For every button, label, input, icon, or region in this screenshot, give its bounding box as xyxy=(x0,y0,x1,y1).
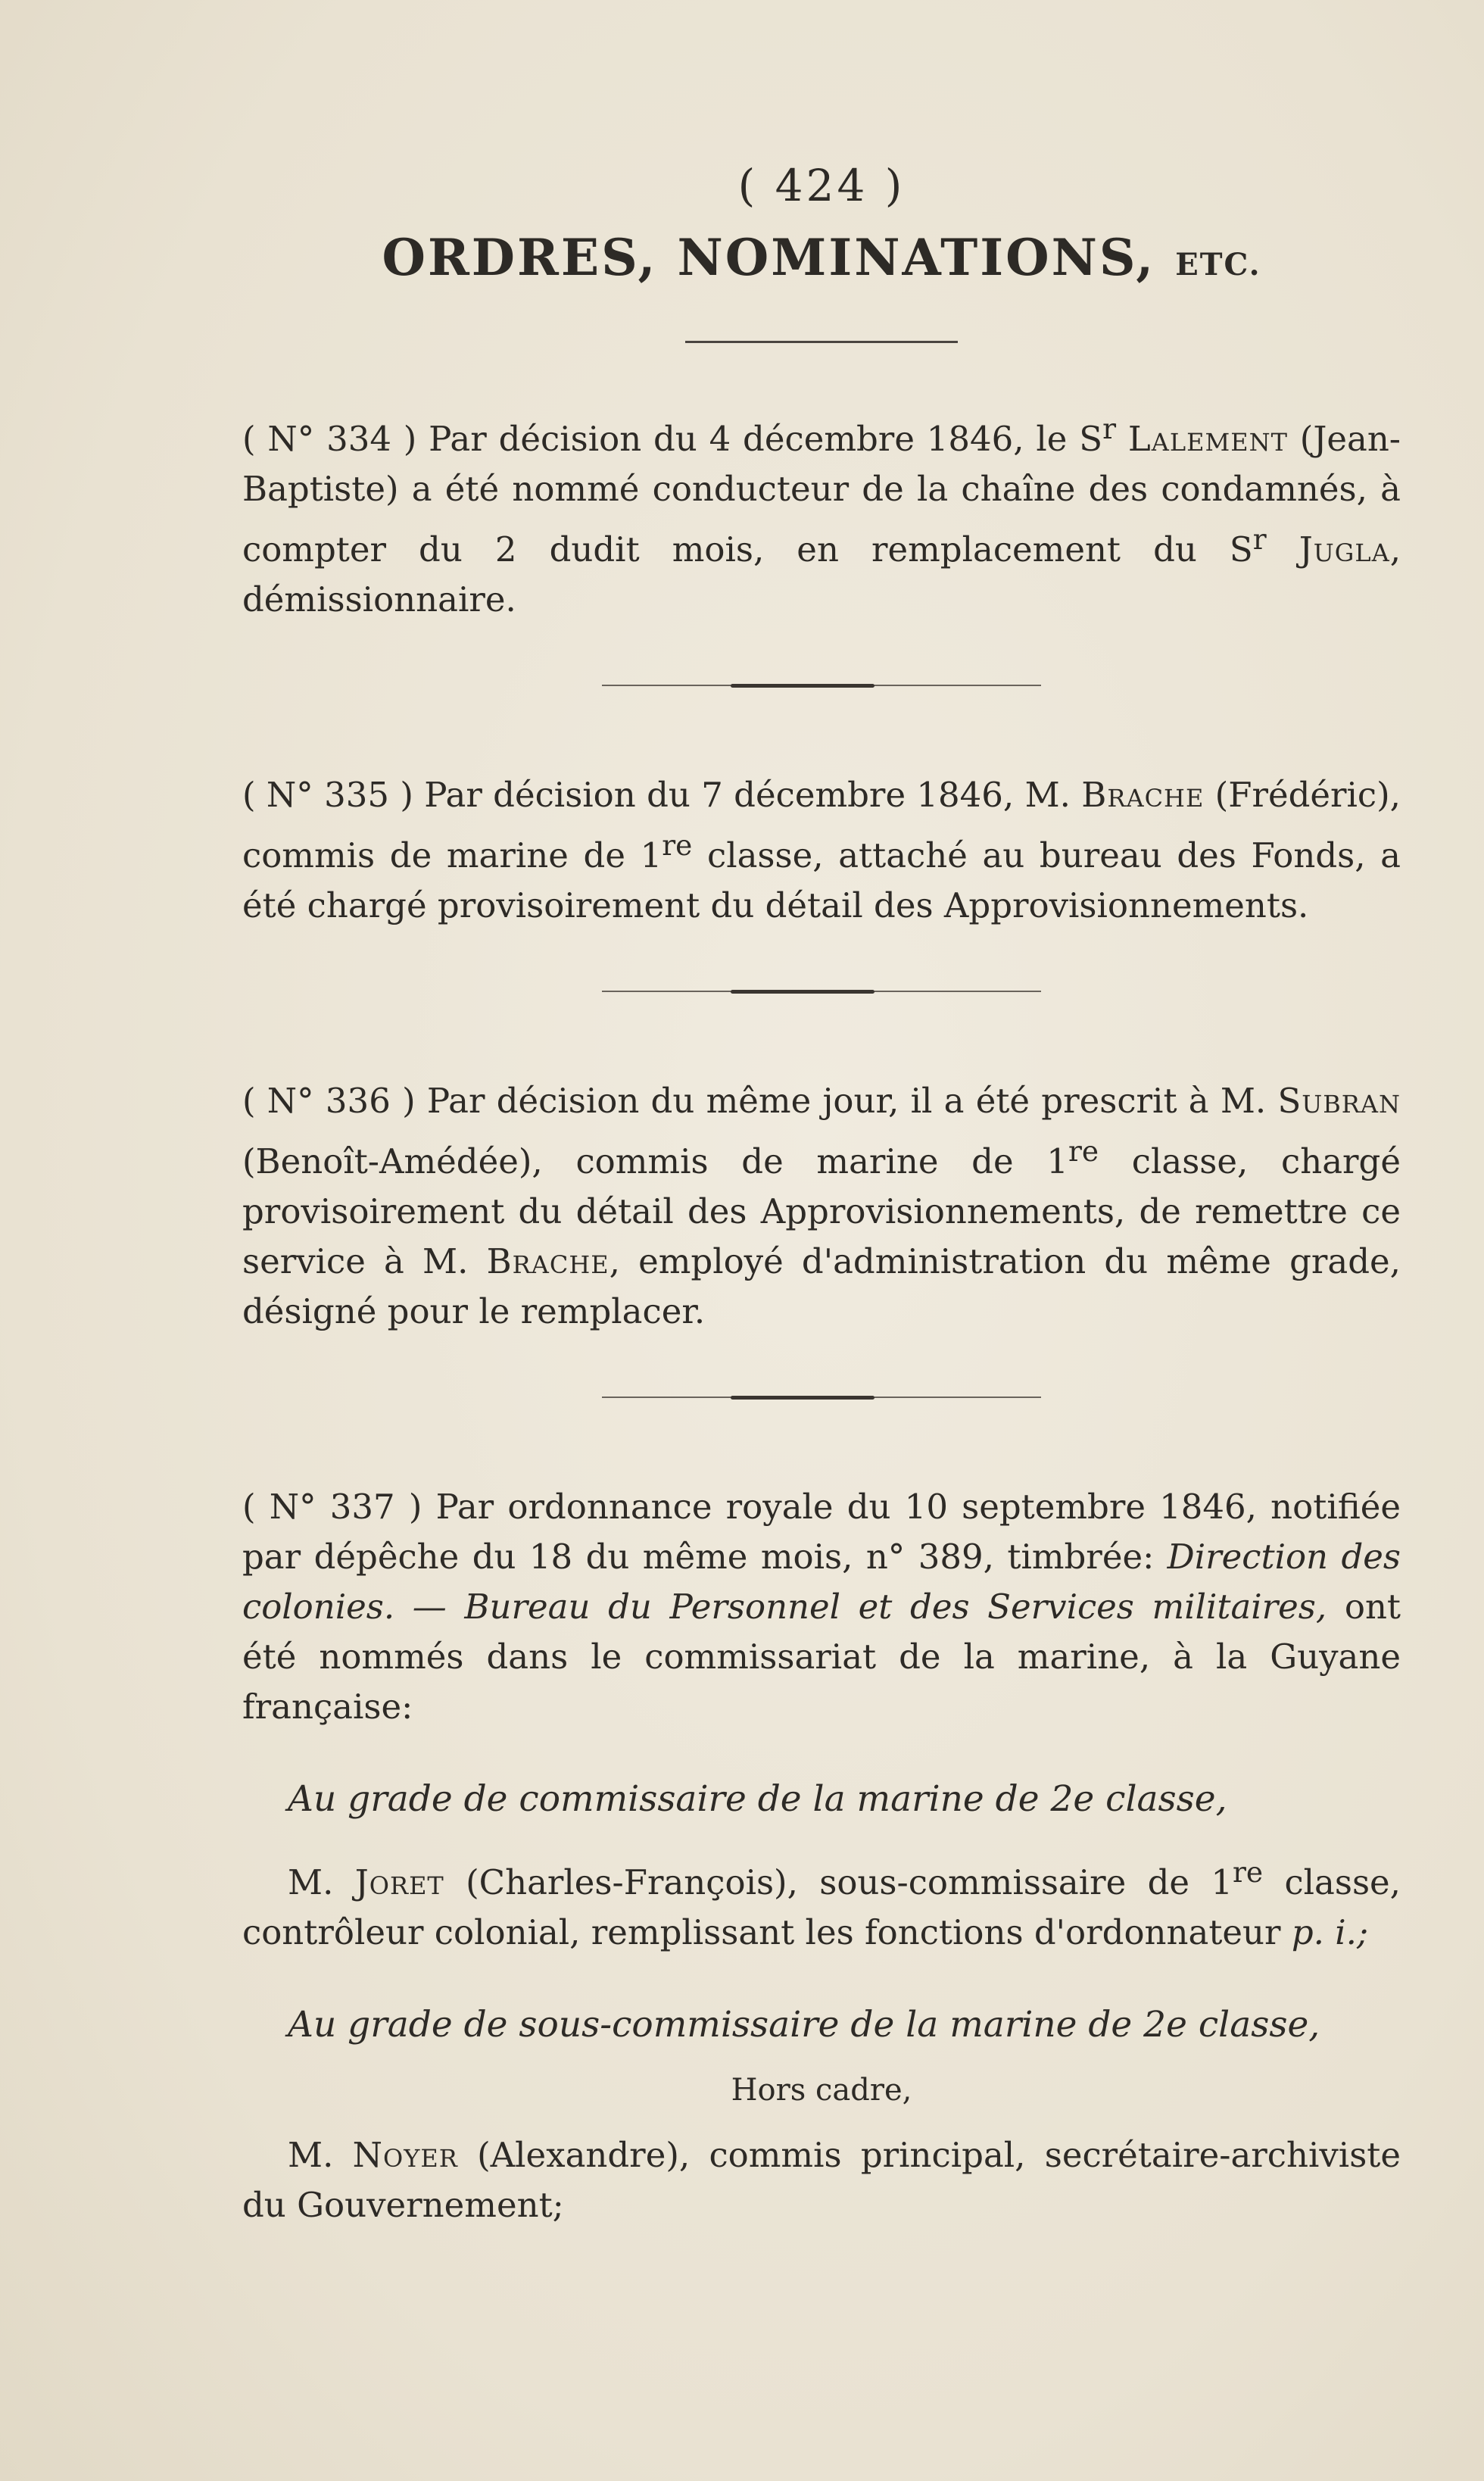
entry-337 xyxy=(242,1482,1401,2230)
nomination-joret: M. Joret (Charles-François), sous-commissaire de 1re classe, contrôleur colonial, remplissant les fonctions d'ordonnateur p. i.; xyxy=(242,1855,1401,1952)
page-number: ( 424 ) xyxy=(737,160,906,211)
entry-number: ( N° 335 ) xyxy=(242,775,413,815)
section-divider xyxy=(602,1396,1041,1399)
section-title-etc: ETC. xyxy=(1175,247,1261,282)
section-divider xyxy=(602,684,1041,687)
dispatch-stamp: Direction des colonies. — Bureau du Personnel et des Services militaires, xyxy=(242,1537,1401,1627)
person-name: Lalement xyxy=(1127,419,1288,459)
section-title-main: ORDRES, NOMINATIONS, xyxy=(382,228,1156,287)
grade-heading: Au grade de commissaire de la marine de 2e classe, xyxy=(288,1778,1227,1820)
entry-number: ( N° 337 ) xyxy=(242,1487,422,1527)
entry-336: ( N° 336 ) Par décision du même jour, il a été prescrit à M. Subran (Benoît-Amédée), commis de marine de 1re classe, chargé provisoirement du détail des Approvisionnements, de remettre ce service à M. Brache, employé d'administration du même grade, désigné pour le remplacer. xyxy=(242,1081,1401,1331)
entry-number: ( N° 336 ) xyxy=(242,1081,416,1121)
text-column xyxy=(242,151,1401,2230)
section-divider xyxy=(602,990,1041,993)
entry-337-intro: ( N° 337 ) Par ordonnance royale du 10 septembre 1846, notifiée par dépêche du 18 du même mois, n° 389, timbrée: Direction des colonies. — Bureau du Personnel et des Services militaires, ont été nommés dans le commissariat de la marine, à la Guyane française: xyxy=(242,1487,1401,1727)
section-title xyxy=(242,220,1401,295)
entry-334: ( N° 334 ) Par décision du 4 décembre 1846, le $S^r$ Lalement (Jean-Baptiste) a été nommé conducteur de la chaîne des condamnés, à compter du 2 dudit mois, en remplacement du $S^r$ Jugla, démissionnaire. xyxy=(242,412,1401,619)
person-name: Joret xyxy=(354,1862,444,1902)
person-name: Subran xyxy=(1277,1081,1401,1121)
nomination-noyer: M. Noyer (Alexandre), commis principal, secrétaire-archiviste du Gouvernement; xyxy=(242,2135,1401,2225)
title-underline xyxy=(685,341,958,343)
hors-cadre-label: Hors cadre, xyxy=(731,2073,912,2108)
entry-number: ( N° 334 ) xyxy=(242,419,417,459)
person-name: Jugla xyxy=(1298,529,1390,570)
entry-335: ( N° 335 ) Par décision du 7 décembre 1846, M. Brache (Frédéric), commis de marine de 1re classe, attaché au bureau des Fonds, a été chargé provisoirement du détail des Approvisionnements. xyxy=(242,775,1401,925)
person-name: Brache xyxy=(486,1241,610,1281)
person-name: Brache xyxy=(1081,775,1205,815)
person-name: Noyer xyxy=(352,2135,458,2175)
grade-heading: Au grade de sous-commissaire de la marine de 2e classe, xyxy=(288,2004,1320,2046)
